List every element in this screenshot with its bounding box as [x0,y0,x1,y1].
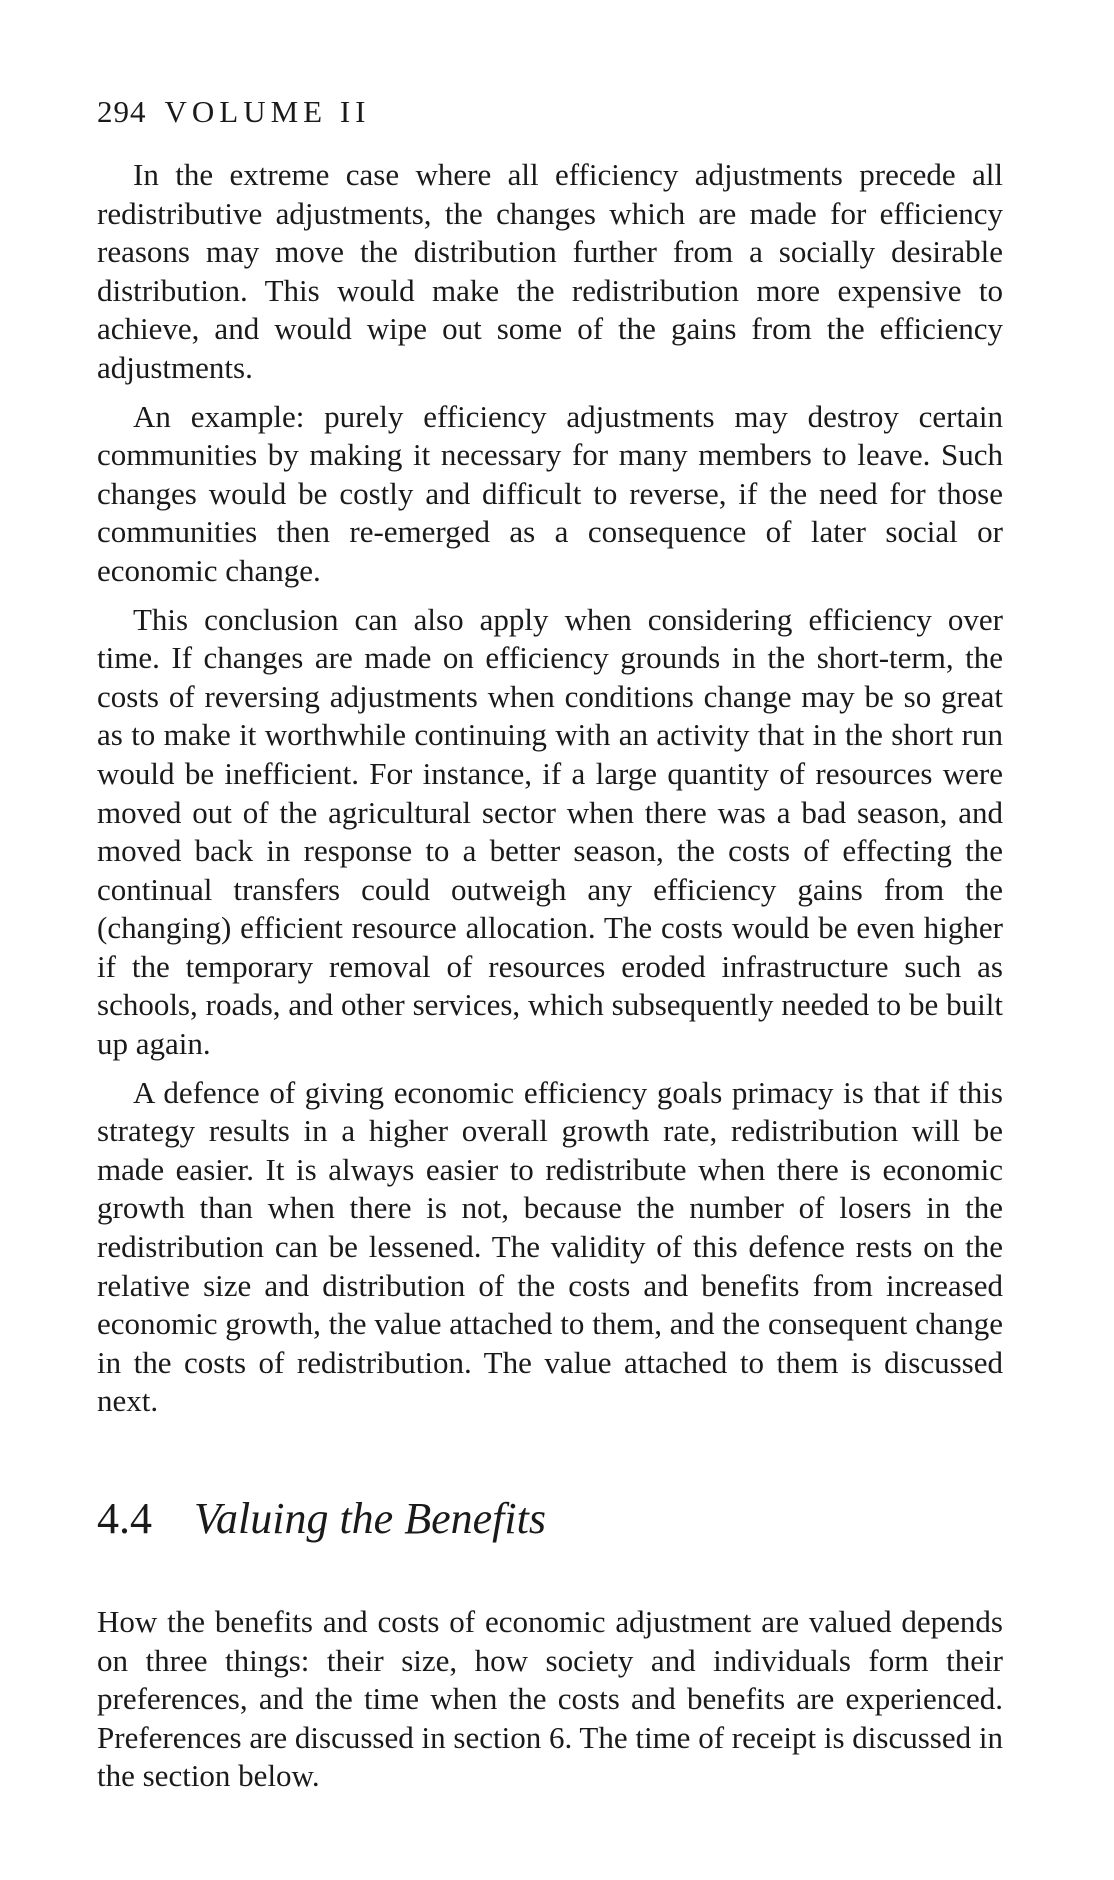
page-number: 294 [97,94,147,129]
paragraph-valuing-benefits: How the benefits and costs of economic adjustment are valued depends on three things: their size, how society and individuals form their preferences, and the time when the costs and benefits are experienced. Preferences are discussed in section 6. The time of receipt is discussed in the section below. [97,1604,1003,1794]
paragraph-efficiency-precede: In the extreme case where all efficiency adjustments precede all redistributive adjustments, the changes which are made for efficiency reasons may move the distribution further from a socially desirable distribution. This would make the redistribution more expensive to achieve, and would wipe out some of the gains from the efficiency adjustments. [97,157,1003,385]
paragraph-example-communities: An example: purely efficiency adjustments may destroy certain communities by making it necessary for many members to leave. Such changes would be costly and difficult to reverse, if the need for those communities then re-emerged as a consequence of later social or economic change. [97,398,1003,588]
book-page [97,92,1003,1806]
volume-label: VOLUME II [164,94,371,129]
section-number: 4.4 [97,1494,152,1543]
section-heading [97,1491,1003,1547]
running-head [97,92,1003,132]
paragraph-defence-growth: A defence of giving economic efficiency goals primacy is that if this strategy results in a higher overall growth rate, redistribution will be made easier. It is always easier to redistribute when there is economic growth than when there is not, because the number of losers in the redistribution can be lessened. The validity of this defence rests on the relative size and distribution of the costs and benefits from increased economic growth, the value attached to them, and the consequent change in the costs of redistribution. The value attached to them is discussed next. [97,1074,1003,1419]
section-title: Valuing the Benefits [194,1494,546,1543]
paragraph-efficiency-over-time: This conclusion can also apply when considering efficiency over time. If changes are made on efficiency grounds in the short-term, the costs of reversing adjustments when conditions change may be so great as to make it worthwhile continuing with an activity that in the short run would be inefficient. For instance, if a large quantity of resources were moved out of the agricultural sector when there was a bad season, and moved back in response to a better season, the costs of effecting the continual transfers could outweigh any efficiency gains from the (changing) efficient resource allocation. The costs would be even higher if the temporary removal of resources eroded infrastructure such as schools, roads, and other services, which subsequently needed to be built up again. [97,601,1003,1062]
